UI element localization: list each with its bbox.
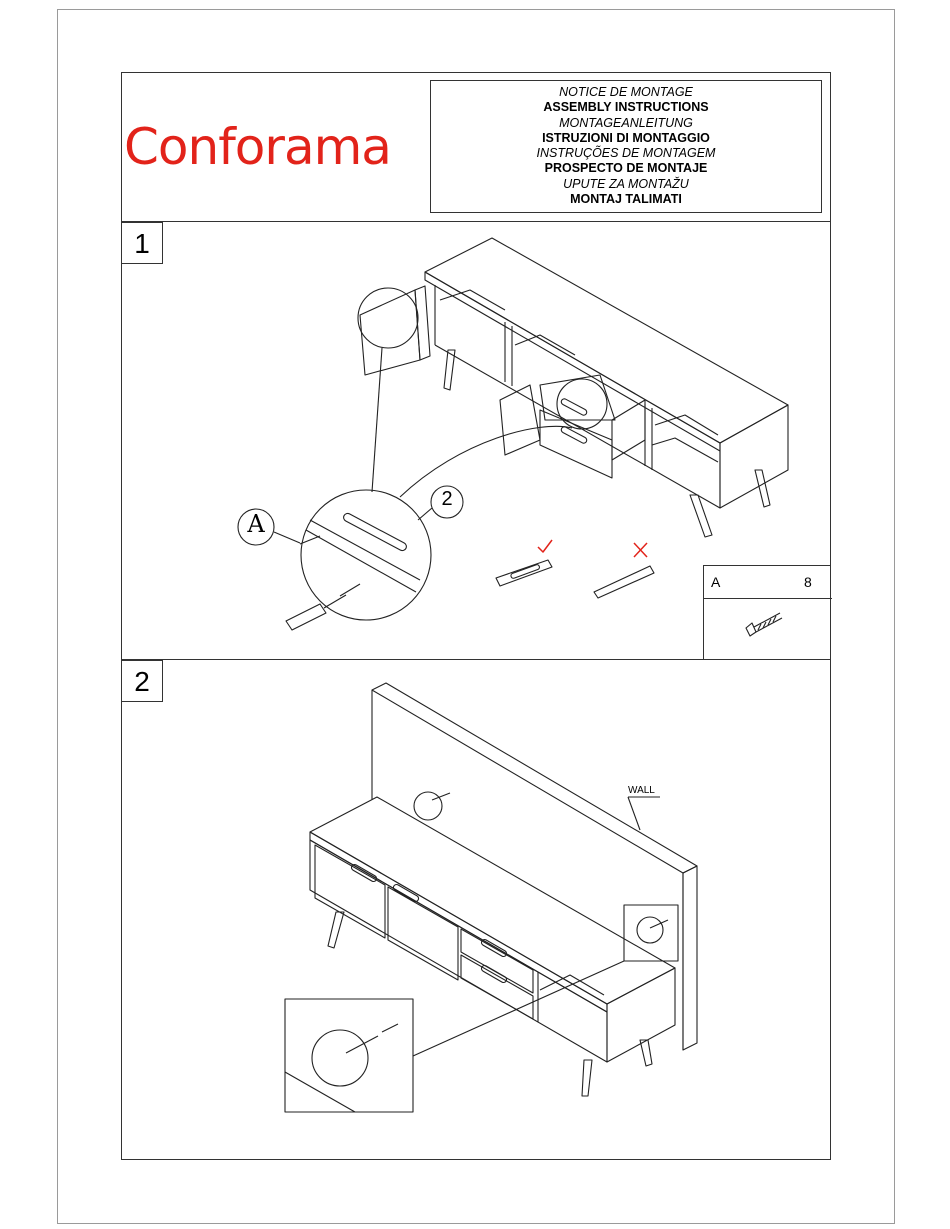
title-line-en: ASSEMBLY INSTRUCTIONS bbox=[543, 100, 709, 115]
title-line-de: MONTAGEANLEITUNG bbox=[559, 115, 693, 130]
parts-list bbox=[703, 565, 831, 659]
title-line-hr: UPUTE ZA MONTAŽU bbox=[563, 176, 689, 191]
cross-mark-icon bbox=[634, 543, 647, 557]
title-line-it: ISTRUZIONI DI MONTAGGIO bbox=[542, 130, 710, 145]
step-2-number: 2 bbox=[121, 660, 163, 702]
title-line-pt: INSTRUÇÕES DE MONTAGEM bbox=[536, 146, 716, 161]
title-line-fr: NOTICE DE MONTAGE bbox=[559, 85, 693, 99]
step-1-number: 1 bbox=[121, 222, 163, 264]
part-letter: A bbox=[711, 574, 721, 590]
parts-header bbox=[704, 566, 832, 599]
screwdriver-icon bbox=[286, 595, 346, 630]
detail-2-callout: 2 bbox=[441, 488, 453, 510]
wall-label: WALL bbox=[628, 785, 655, 796]
title-line-tr: MONTAJ TALIMATI bbox=[570, 192, 682, 207]
check-mark-icon bbox=[538, 540, 552, 552]
brand-logo: Conforama bbox=[124, 118, 391, 176]
title-line-es: PROSPECTO DE MONTAJE bbox=[544, 161, 708, 176]
step-2-wall-drawing bbox=[285, 683, 697, 1112]
part-quantity: 8 bbox=[804, 574, 812, 590]
part-a-callout: A bbox=[247, 510, 265, 538]
